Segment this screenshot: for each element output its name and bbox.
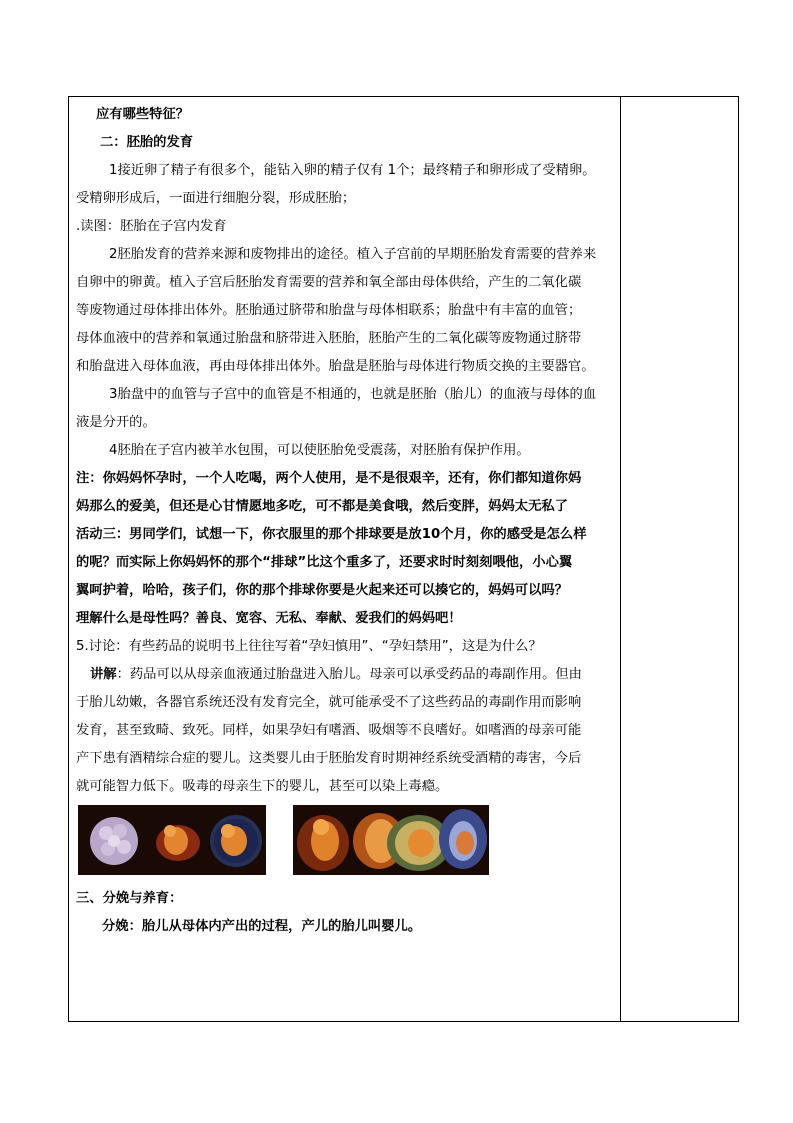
paragraph-line: 3胎盘中的血管与子宫中的血管是不相通的，也就是胚胎（胎儿）的血液与母体的血: [109, 387, 597, 402]
content-cell: [69, 97, 621, 1021]
paragraph-line: 液是分开的。: [76, 415, 156, 430]
paragraph-line: 产下患有酒精综合症的婴儿。这类婴儿由于胚胎发育时期神经系统受酒精的毒害，今后: [76, 751, 582, 766]
activity-line: 的呢？而实际上你妈妈怀的那个“排球”比这个重多了，还要求时时刻刻喂他，小心翼: [76, 555, 573, 570]
paragraph-line: 自卵中的卵黄。植入子宫后胚胎发育需要的营养和氧全部由母体供给，产生的二氧化碳: [76, 275, 582, 290]
explanation-line: [76, 661, 614, 689]
paragraph-line: 4胚胎在子宫内被羊水包围，可以使胚胎免受震荡，对胚胎有保护作用。: [109, 443, 530, 458]
note-line: 妈那么的爱美，但还是心甘情愿地多吃，可不都是美食哦，然后变胖，妈妈太无私了: [76, 499, 568, 514]
question-line: 应有哪些特征？: [96, 107, 190, 122]
section-heading-birth-nurture: 三、分娩与养育：: [76, 891, 183, 906]
notes-cell: [621, 97, 738, 1021]
activity-line: 活动三：男同学们，试想一下，你衣服里的那个排球要是放10个月，你的感受是怎么样: [76, 527, 587, 542]
paragraph-line: 和胎盘进入母体血液，再由母体排出体外。胎盘是胚胎与母体进行物质交换的主要器官。: [76, 359, 595, 374]
paragraph-line: 就可能智力低下。吸毒的母亲生下的婴儿，甚至可以染上毒瘾。: [76, 779, 449, 794]
activity-line: 翼呵护着，哈哈，孩子们，你的那个排球你要是火起来还可以揍它的，妈妈可以吗？: [76, 583, 568, 598]
paragraph-line: 2胚胎发育的营养来源和废物排出的途径。植入子宫前的早期胚胎发育需要的营养来: [109, 247, 597, 262]
read-figure-line: .读图：胚胎在子宫内发育: [76, 219, 227, 234]
activity-line: 理解什么是母性吗？善良、宽容、无私、奉献、爱我们的妈妈吧！: [76, 611, 462, 626]
embryo-photo-later-stages: [293, 805, 489, 875]
paragraph-line: 1接近卵了精子有很多个，能钻入卵的精子仅有 1个；最终精子和卵形成了受精卵。: [109, 163, 596, 178]
section-heading-embryo-development: 二：胚胎的发育: [100, 135, 194, 150]
paragraph-line: 母体血液中的营养和氧通过胎盘和脐带进入胚胎，胚胎产生的二氧化碳等废物通过脐带: [76, 331, 582, 346]
lesson-table: [68, 96, 739, 1022]
embryo-images: [76, 805, 614, 885]
definition-line: 分娩：胎儿从母体内产出的过程，产儿的胎儿叫婴儿。: [102, 919, 422, 934]
discussion-line: 5.讨论：有些药品的说明书上往往写着“孕妇慎用”、“孕妇禁用”，这是为什么？: [76, 639, 542, 654]
paragraph-line: 等废物通过母体排出体外。胚胎通过脐带和胎盘与母体相联系；胎盘中有丰富的血管；: [76, 303, 582, 318]
explanation-label: 讲解: [90, 667, 117, 682]
note-line: 注：你妈妈怀孕时，一个人吃喝，两个人使用，是不是很艰辛，还有，你们都知道你妈: [76, 471, 582, 486]
paragraph-line: 发育，甚至致畸、致死。同样，如果孕妇有嗜酒、吸烟等不良嗜好。如嗜酒的母亲可能: [76, 723, 582, 738]
explanation-text: ：药品可以从母亲血液通过胎盘进入胎儿。母亲可以承受药品的毒副作用。但由: [116, 667, 582, 682]
embryo-photo-early-stages: [78, 805, 266, 875]
paragraph-line: 受精卵形成后，一面进行细胞分裂，形成胚胎；: [76, 191, 356, 206]
paragraph-line: 于胎儿幼嫩，各器官系统还没有发育完全，就可能承受不了这些药品的毒副作用而影响: [76, 695, 582, 710]
